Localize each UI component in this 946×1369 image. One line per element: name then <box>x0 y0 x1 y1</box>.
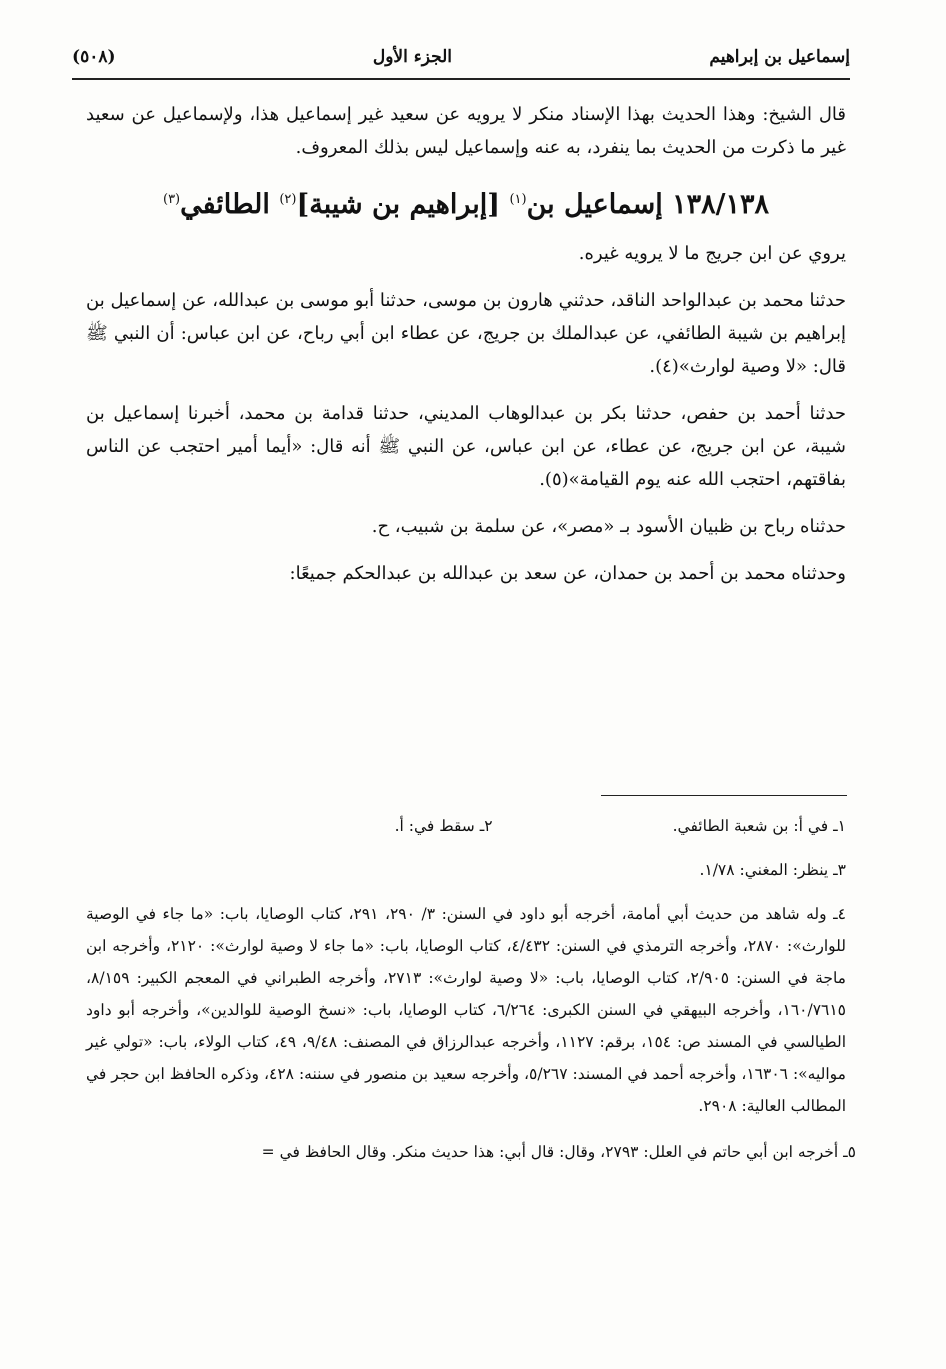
footnote-marker-3: (٣) <box>162 192 181 207</box>
paragraph-1: قال الشيخ: وهذا الحديث بهذا الإسناد منكر لا يرويه عن سعيد غير إسماعيل هذا، ولإسماعيل عن سعيد غير ما ذكرت من الحديث بما ينفرد، به عنه وإسماعيل ليس بذلك المعروف. <box>86 104 846 158</box>
running-title: إسماعيل بن إبراهيم <box>709 47 850 67</box>
page-header <box>72 36 850 80</box>
entry-heading <box>86 178 846 227</box>
entry-name-part2: [إبراهيم بن شيبة] <box>296 189 501 220</box>
footnote-5: ٥ـ أخرجه ابن أبي حاتم في العلل: ٢٧٩٣، وقال: قال أبي: هذا حديث منكر. وقال الحافظ في = <box>261 1143 856 1161</box>
entry-number: ١٣٨/١٣٨ <box>672 189 770 220</box>
footnote-1: ١ـ في أ: بن شعبة الطائفي. <box>672 817 846 835</box>
paragraph-6: وحدثناه محمد بن أحمد بن حمدان، عن سعد بن عبدالله بن عبدالحكم جميعًا: <box>289 563 846 584</box>
paragraph-4: حدثنا أحمد بن حفص، حدثنا بكر بن عبدالوهاب المديني، حدثنا قدامة بن محمد، أخبرنا إسماعيل بن شيبة، عن ابن جريج، عن عطاء، عن ابن عباس، عن النبي ﷺ أنه قال: «أيما أمير احتجب عن الناس بفاقتهم، احتجب الله عنه يوم القيامة»(٥). <box>86 403 846 490</box>
volume-label: الجزء الأول <box>372 47 453 67</box>
main-text <box>86 98 846 604</box>
footnote-divider <box>601 795 847 796</box>
footnote-marker-2: (٢) <box>279 192 297 207</box>
paragraph-5: حدثناه رباح بن ظبيان الأسود بـ «مصر»، عن سلمة بن شبيب، ح. <box>371 516 846 537</box>
page-number: (٥٠٨) <box>72 47 116 67</box>
footnote-4: ٤ـ وله شاهد من حديث أبي أمامة، أخرجه أبو داود في السنن: ٣/ ٢٩٠، ٢٩١، كتاب الوصايا، باب: «ما جاء في الوصية للوارث»: ٢٨٧٠، وأخرجه الترمذي في السنن: ٤/٤٣٢، كتاب الوصايا، باب: «ما جاء لا وصية لوارث»: ٢١٢٠، وأخرجه ابن ماجة في السنن: ٢/٩٠٥، كتاب الوصايا، باب: «لا وصية لوارث»: ٢٧١٣، وأخرجه الطبراني في المعجم الكبير: ٨/١٥٩، ١٦٠/٧٦١٥، وأخرجه البيهقي في السنن الكبرى: ٦/٢٦٤، كتاب الوصايا، باب: «نسخ الوصية للوالدين»، وأخرجه أبو داود الطيالسي في المسند ص: ١٥٤، برقم: ١١٢٧، وأخرجه عبدالرزاق في المصنف: ٩/٤٨، ٤٩، كتاب الولاء، باب: «تولي غير مواليه»: ١٦٣٠٦، وأخرجه أحمد في المسند: ٥/٢٦٧، وأخرجه سعيد بن منصور في سننه: ٤٢٨، وذكره الحافظ ابن حجر في المطالب العالية: ٢٩٠٨. <box>86 905 847 1115</box>
footnote-row-1-2 <box>86 810 846 842</box>
footnotes <box>86 810 856 1180</box>
footnote-3: ٣ـ ينظر: المغني: ١/٧٨. <box>699 861 846 879</box>
entry-name-part3: الطائفي <box>180 189 270 220</box>
footnote-2: ٢ـ سقط في: أ. <box>394 817 493 835</box>
entry-name-part1: إسماعيل بن <box>526 189 663 220</box>
paragraph-3: حدثنا محمد بن عبدالواحد الناقد، حدثني هارون بن موسى، حدثنا أبو موسى بن عبدالله، عن إسماعيل بن إبراهيم بن شيبة الطائفي، عن عبدالملك بن جريج، عن عطاء ابن أبي رباح، عن ابن عباس: أن النبي ﷺ قال: «لا وصية لوارث»(٤). <box>86 290 846 377</box>
footnote-marker-1: (١) <box>509 192 527 207</box>
paragraph-2: يروي عن ابن جريج ما لا يرويه غيره. <box>578 243 846 264</box>
